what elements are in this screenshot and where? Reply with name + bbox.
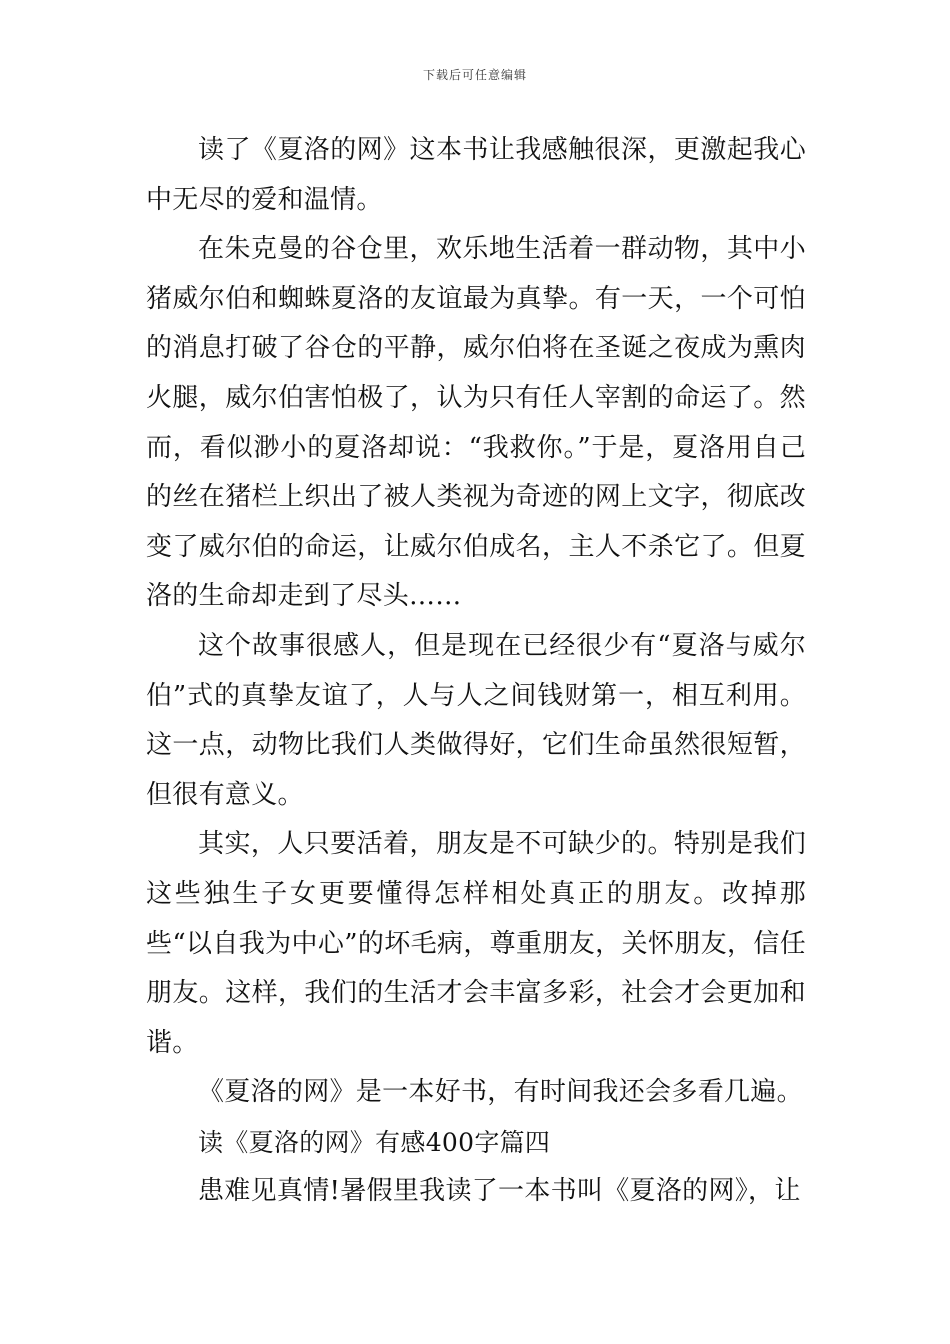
header-note: 下载后可任意编辑 [422, 68, 527, 82]
paragraph-5: 《夏洛的网》是一本好书，有时间我还会多看几遍。 [198, 1077, 803, 1108]
paragraph-6: 患难见真情!暑假里我读了一本书叫《夏洛的网》，让 [198, 1176, 801, 1207]
paragraph-4: 其实，人只要活着，朋友是不可缺少的。特别是我们这些独生子女更要懂得怎样相处真正的朋友。改掉那些“以自我为中心”的坏毛病，尊重朋友，关怀朋友，信任朋友。这样，我们的生活才会丰富多彩，社会才会更加和谐。 [146, 829, 806, 1058]
paragraph-3: 这个故事很感人，但是现在已经很少有“夏洛与威尔伯”式的真挚友谊了，人与人之间钱财第一，相互利用。这一点，动物比我们人类做得好，它们生命虽然很短暂，但很有意义。 [146, 630, 806, 810]
paragraph-2: 在朱克曼的谷仓里，欢乐地生活着一群动物，其中小猪威尔伯和蜘蛛夏洛的友谊最为真挚。有一天，一个可怕的消息打破了谷仓的平静，威尔伯将在圣诞之夜成为熏肉火腿，威尔伯害怕极了，认为只有任人宰割的命运了。然而，看似渺小的夏洛却说：“我救你。”于是，夏洛用自己的丝在猪栏上织出了被人类视为奇迹的网上文字，彻底改变了威尔伯的命运，让威尔伯成名，主人不杀它了。但夏洛的生命却走到了尽头…… [146, 234, 806, 612]
document-body [146, 126, 806, 1217]
section-heading: 读《夏洛的网》有感400字篇四 [198, 1127, 551, 1157]
paragraph-1: 读了《夏洛的网》这本书让我感触很深，更激起我心中无尽的爱和温情。 [146, 135, 806, 215]
